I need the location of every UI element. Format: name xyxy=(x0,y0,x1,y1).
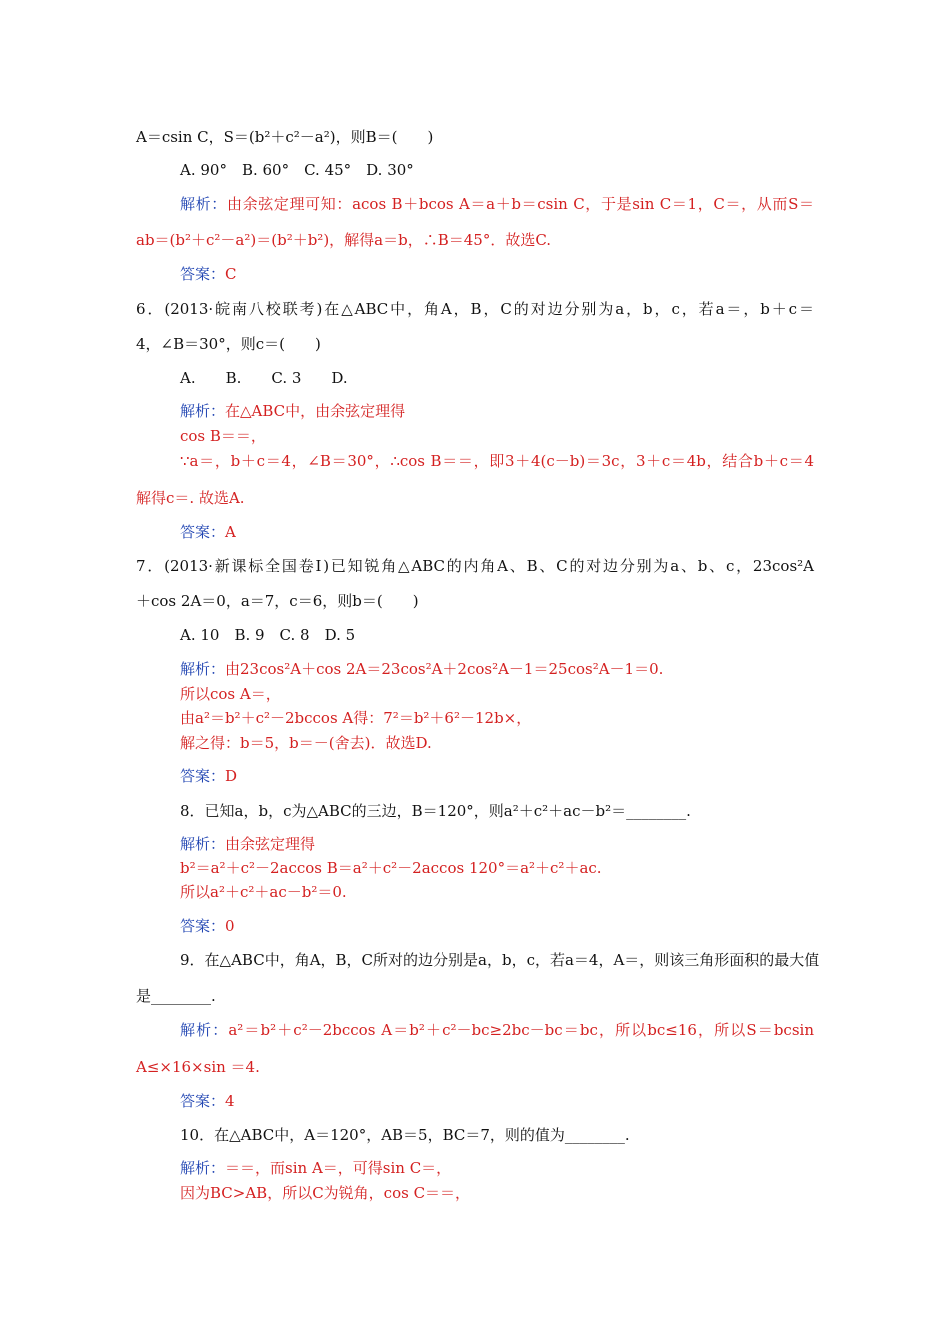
answer-value: C xyxy=(225,265,237,283)
q10-solution-line-2: 因为BC>AB，所以C为锐角，cos C＝＝， xyxy=(180,1184,471,1202)
q7-solution-line-2: 所以cos A＝， xyxy=(180,685,281,703)
q8-solution-line-1 xyxy=(180,833,315,855)
solution-text: 由23cos²A＋cos 2A＝23cos²A＋2cos²A－1＝25cos²A－1＝0. xyxy=(225,660,664,678)
q5-answer xyxy=(180,263,237,285)
q9-answer xyxy=(180,1090,235,1112)
q7-solution-line-4: 解之得：b＝5，b＝－(舍去)．故选D. xyxy=(180,734,432,752)
q7-solution-line-3: 由a²＝b²＋c²－2bccos A得：7²＝b²＋6²－12b×， xyxy=(180,709,532,727)
answer-value: D xyxy=(225,767,238,785)
solution-label: 解析： xyxy=(180,660,226,678)
q5-solution-line-2: ab＝(b²＋c²－a²)＝(b²＋b²)，解得a＝b，∴B＝45°．故选C. xyxy=(136,231,552,249)
solution-label: 解析： xyxy=(180,835,226,853)
solution-label: 解析： xyxy=(180,1159,226,1177)
q7-options: A. 10 B. 9 C. 8 D. 5 xyxy=(180,626,356,644)
solution-text: 由余弦定理得 xyxy=(225,835,316,853)
q6-solution-line-4: 解得c＝. 故选A. xyxy=(136,489,245,507)
answer-label: 答案： xyxy=(180,917,226,935)
answer-value: 0 xyxy=(225,917,235,935)
answer-label: 答案： xyxy=(180,1092,226,1110)
solution-label: 解析： xyxy=(180,402,226,420)
q8-stem: 8．已知a，b，c为△ABC的三边，B＝120°，则a²＋c²＋ac－b²＝________. xyxy=(180,802,691,820)
q6-stem-line-2: 4，∠B＝30°，则c＝( ) xyxy=(136,335,321,353)
q9-solution-line-2: A≤×16×sin ＝4. xyxy=(136,1058,260,1076)
q10-solution-line-1 xyxy=(180,1157,451,1179)
q6-solution-line-2: cos B＝＝， xyxy=(180,427,266,445)
q7-stem-line-1: 7．(2013·新课标全国卷Ⅰ)已知锐角△ABC的内角A、B、C的对边分别为a、b、c，23cos²A xyxy=(136,557,814,575)
q7-answer xyxy=(180,765,237,787)
q8-solution-line-3: 所以a²＋c²＋ac－b²＝0. xyxy=(180,883,347,901)
answer-value: 4 xyxy=(225,1092,235,1110)
q10-stem: 10．在△ABC中，A＝120°，AB＝5，BC＝7，则的值为________. xyxy=(180,1126,630,1144)
q8-answer xyxy=(180,915,235,937)
solution-label: 解析： xyxy=(180,1021,229,1039)
solution-text: a²＝b²＋c²－2bccos A＝b²＋c²－bc≥2bc－bc＝bc，所以bc≤16，所以S＝bcsin xyxy=(228,1021,814,1039)
solution-text: 由余弦定理可知：acos B＋bcos A＝a＋b＝csin C，于是sin C＝1，C＝，从而S＝ xyxy=(226,195,814,213)
q7-stem-line-2: ＋cos 2A＝0，a＝7，c＝6，则b＝( ) xyxy=(136,592,419,610)
solution-text: ＝＝，而sin A＝，可得sin C＝， xyxy=(225,1159,452,1177)
answer-value: A xyxy=(225,523,236,541)
q6-answer xyxy=(180,521,236,543)
q9-stem-line-2: 是________. xyxy=(136,987,216,1005)
solution-text: 在△ABC中，由余弦定理得 xyxy=(225,402,406,420)
q9-solution-line-1 xyxy=(180,1019,814,1041)
q6-solution-line-3: ∵a＝，b＋c＝4，∠B＝30°，∴cos B＝＝，即3＋4(c－b)＝3c，3＋c＝4b，结合b＋c＝4 xyxy=(180,452,814,470)
answer-label: 答案： xyxy=(180,767,226,785)
q6-stem-line-1: 6．(2013·皖南八校联考)在△ABC中，角A，B，C的对边分别为a，b，c，若a＝，b＋c＝ xyxy=(136,300,814,318)
q6-solution-line-1 xyxy=(180,400,405,422)
answer-label: 答案： xyxy=(180,265,226,283)
q6-options: A. B. C. 3 D. xyxy=(180,369,348,387)
q5-solution-line-1 xyxy=(180,193,814,215)
q9-stem-line-1: 9．在△ABC中，角A，B，C所对的边分别是a，b，c，若a＝4，A＝，则该三角形面积的最大值 xyxy=(180,951,820,969)
answer-label: 答案： xyxy=(180,523,226,541)
q8-solution-line-2: b²＝a²＋c²－2accos B＝a²＋c²－2accos 120°＝a²＋c²＋ac. xyxy=(180,859,602,877)
solution-label: 解析： xyxy=(180,195,227,213)
q5-stem: A＝csin C，S＝(b²＋c²－a²)，则B＝( ) xyxy=(136,128,434,146)
q7-solution-line-1 xyxy=(180,658,663,680)
q5-options: A. 90° B. 60° C. 45° D. 30° xyxy=(180,161,414,179)
